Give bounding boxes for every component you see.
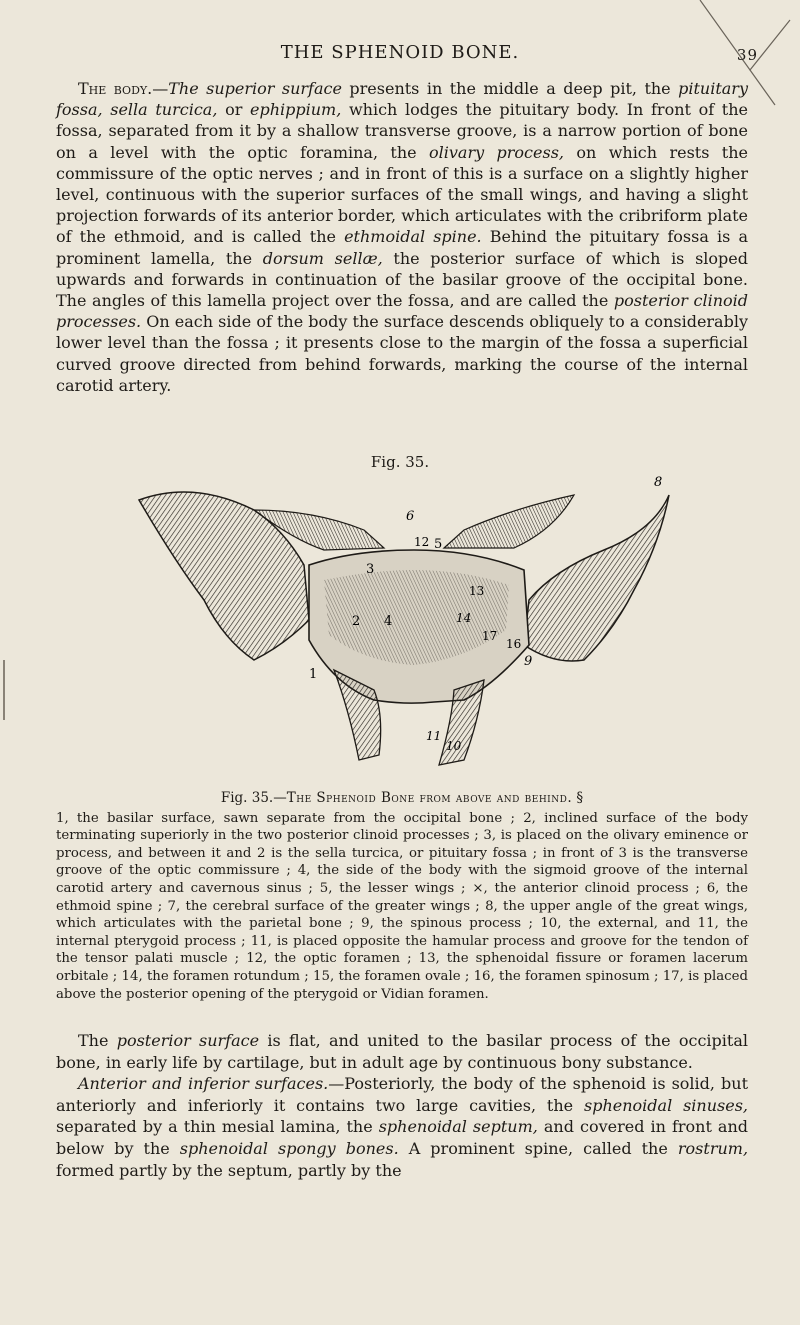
figure-caption xyxy=(56,790,748,1003)
figure-number: 17 xyxy=(482,629,498,643)
term-sphenoidal-septum: sphenoidal septum, xyxy=(378,1117,538,1137)
figure-number: 8 xyxy=(654,475,663,490)
term-posterior-clinoid: posterior clinoid processes. xyxy=(56,291,748,332)
figure-number: 4 xyxy=(384,614,393,629)
figure-number: 5 xyxy=(434,537,443,552)
figure-number: 10 xyxy=(446,739,462,753)
term-rostrum: rostrum, xyxy=(677,1138,749,1158)
caption-title: Fig. 35.—The Sphenoid Bone from above and behind. § xyxy=(220,790,584,806)
running-header xyxy=(0,42,800,63)
paragraph-posterior-surface: The posterior surface is flat, and united to the basilar process of the occipital bone, in early life by cartilage, but in adult age by continuous bony substance. xyxy=(56,1031,748,1072)
term-sphenoidal-sinuses: sphenoidal sinuses, xyxy=(584,1095,748,1115)
term-sphenoidal-spongy: sphenoidal spongy bones. xyxy=(179,1138,399,1158)
figure-number: 12 xyxy=(414,535,430,549)
paragraph-anterior-inferior: Anterior and inferior surfaces.—Posteriorly, the body of the sphenoid is solid, but anteriorly and inferiorly it contains two large cavities, the sphenoidal sinuses, separated by a thin mesial lamina, the sphenoidal septum, and covered in front and below by the sphenoidal spongy bones. A prominent spine, called the rostrum, formed partly by the septum, partly by the xyxy=(56,1074,749,1180)
page-edge-mark xyxy=(0,660,10,720)
header-title: THE SPHENOID BONE. xyxy=(280,42,520,63)
section-mark: § xyxy=(576,790,584,806)
section-lead: The body. xyxy=(78,79,153,98)
paragraph-posterior-anterior xyxy=(56,1030,748,1181)
sphenoid-bone-illustration xyxy=(134,470,674,770)
figure-number: 2 xyxy=(352,614,361,629)
figure-number: 6 xyxy=(406,509,415,524)
figure-number: 9 xyxy=(524,654,533,669)
term-olivary-process: olivary process, xyxy=(429,142,564,162)
figure-number: 3 xyxy=(366,562,375,577)
term-ephippium: ephippium, xyxy=(250,100,342,120)
term-superior-surface: The superior surface xyxy=(168,79,342,98)
caption-text: 1, the basilar surface, sawn separate from the occipital bone ; 2, inclined surface of the body terminating superiorly in the two posterior clinoid processes ; 3, is placed on the olivary eminence or process, and between it and 2 is the sella turcica, or pituitary fossa ; in front of 3 is the transverse groove of the optic commissure ; 4, the side of the body with the sigmoid groove of the internal carotid artery and cavernous sinus ; 5, the lesser wings ; ×, the anterior clinoid process ; 6, the ethmoid spine ; 7, the cerebral surface of the greater wings ; 8, the upper angle of the great wings, which articulates with the parietal bone ; 9, the spinous process ; 10, the external, and 11, the internal pterygoid process ; 11, is placed opposite the hamular process and groove for the tendon of the tensor palati muscle ; 12, the optic foramen ; 13, the sphenoidal fissure or foramen lacerum orbitale ; 14, the foramen rotundum ; 15, the foramen ovale ; 16, the foramen spinosum ; 17, is placed above the posterior opening of the pterygoid or Vidian foramen. xyxy=(56,810,748,1002)
page-number: 39 xyxy=(736,46,758,64)
term-pituitary-fossa: pituitary fossa, sella turcica, xyxy=(56,79,748,120)
figure-number: 16 xyxy=(506,637,522,651)
figure-number: 11 xyxy=(426,729,442,743)
term-posterior-surface: posterior surface xyxy=(116,1031,260,1050)
term-dorsum-sellae: dorsum sellæ, xyxy=(262,248,383,268)
term-ethmoidal-spine: ethmoidal spine. xyxy=(344,227,482,247)
figure-number: 1 xyxy=(309,667,318,682)
term-anterior-inferior: Anterior and inferior surfaces. xyxy=(78,1074,329,1094)
figure-label: Fig. 35. xyxy=(370,453,430,471)
figure-number: 13 xyxy=(469,584,485,598)
figure-number: 14 xyxy=(456,611,472,625)
paragraph-body-superior: The body.—The superior surface presents in the middle a deep pit, the pituitary fossa, sella turcica, or ephippium, which lodges the pituitary body. In front of the fossa, separated from it by a shallow transverse groove, is a narrow portion of bone on a level with the optic foramina, the olivary process, on which rests the commissure of the optic nerves ; and in front of this is a surface on a slightly higher level, continuous with the superior surfaces of the small wings, and having a slight projection forwards of its anterior border, which articulates with the cribriform plate of the ethmoid, and is called the ethmoidal spine. Behind the pituitary fossa is a prominent lamella, the dorsum sellæ, the posterior surface of which is sloped upwards and forwards in continuation of the basilar groove of the occipital bone. The angles of this lamella project over the fossa, and are called the posterior clinoid processes. On each side of the body the surface descends obliquely to a considerably lower level than the fossa ; it presents close to the margin of the fossa a superficial curved groove directed from behind forwards, marking the course of the internal carotid artery. xyxy=(56,79,749,395)
